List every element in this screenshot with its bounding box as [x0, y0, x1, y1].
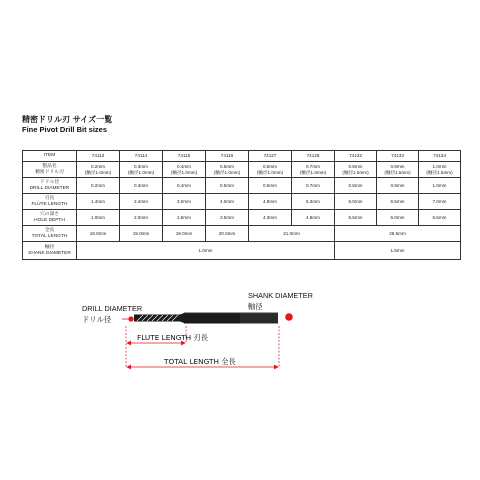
drill-diameter-cell: 0.2mm	[77, 178, 120, 194]
row-header: ドリル径 DRILL DIAMETER	[23, 178, 77, 194]
flute-length-cell: 1.4mm	[77, 194, 120, 210]
item-number: 74115	[163, 151, 206, 162]
item-number: 74128	[292, 151, 335, 162]
item-number: 74114	[120, 151, 163, 162]
total-length-cell: 20.0mm	[206, 226, 249, 242]
total-length-cell: 26.5mm	[335, 226, 461, 242]
hole-depth-cell: 4.3mm	[249, 210, 292, 226]
item-number: 74116	[206, 151, 249, 162]
flute-length-cell: 3.0mm	[163, 194, 206, 210]
hole-depth-cell: 6.5mm	[419, 210, 461, 226]
hole-depth-cell: 1.0mm	[77, 210, 120, 226]
drill-diameter-cell: 0.6mm	[249, 178, 292, 194]
row-header: 製品名 精密ドリル刃	[23, 162, 77, 178]
hole-depth-cell: 4.8mm	[292, 210, 335, 226]
hole-depth-cell: 6.0mm	[377, 210, 419, 226]
product-name-cell: 1.0mm (軸径1.5mm)	[419, 162, 461, 178]
drill-diameter-cell: 0.9mm	[377, 178, 419, 194]
hole-depth-cell: 2.5mm	[163, 210, 206, 226]
flute-length-cell: 7.0mm	[419, 194, 461, 210]
drill-diameter-cell: 0.8mm	[335, 178, 377, 194]
shank-diameter-marker	[285, 313, 293, 321]
item-number: 74113	[77, 151, 120, 162]
product-name-cell: 0.5mm (軸径1.0mm)	[206, 162, 249, 178]
product-name-cell: 0.2mm (軸径1.0mm)	[77, 162, 120, 178]
shank-diameter-cell: 1.5mm	[335, 242, 461, 260]
drill-diameter-marker	[128, 316, 133, 321]
flute-length-cell: 2.4mm	[120, 194, 163, 210]
shank-diameter-label-en: SHANK DIAMETER	[248, 291, 313, 300]
item-header: ITEM	[23, 151, 77, 162]
shank-diameter-cell: 1.0mm	[77, 242, 335, 260]
drill-diameter-cell: 0.5mm	[206, 178, 249, 194]
row-header: 穴の深さ HOLE DEPTH	[23, 210, 77, 226]
product-name-cell: 0.4mm (軸径1.0mm)	[163, 162, 206, 178]
item-number: 74127	[249, 151, 292, 162]
total-length-cell: 19.0mm	[120, 226, 163, 242]
page-title-jp: 精密ドリル刃 サイズ一覧	[22, 115, 113, 124]
total-length-label: TOTAL LENGTH 全長	[164, 357, 236, 366]
product-name-cell: 0.9mm (軸径1.5mm)	[377, 162, 419, 178]
drill-diameter-cell: 0.4mm	[163, 178, 206, 194]
drill-bit-icon	[134, 313, 278, 324]
drill-diameter-cell: 1.0mm	[419, 178, 461, 194]
product-name-cell: 0.3mm (軸径1.0mm)	[120, 162, 163, 178]
flute-length-cell: 4.0mm	[206, 194, 249, 210]
flute-length-cell: 6.5mm	[377, 194, 419, 210]
hole-depth-cell: 2.0mm	[120, 210, 163, 226]
product-name-cell: 0.8mm (軸径1.5mm)	[335, 162, 377, 178]
total-length-cell: 21.0mm	[249, 226, 335, 242]
total-length-cell: 19.0mm	[77, 226, 120, 242]
item-number: 74134	[419, 151, 461, 162]
product-name-cell: 0.6mm (軸径1.0mm)	[249, 162, 292, 178]
product-name-cell: 0.7mm (軸径1.0mm)	[292, 162, 335, 178]
shank-diameter-label-jp: 軸径	[248, 302, 263, 311]
item-number: 74133	[377, 151, 419, 162]
drill-diameter-cell: 0.7mm	[292, 178, 335, 194]
total-length-cell: 19.0mm	[163, 226, 206, 242]
page-title-en: Fine Pivot Drill Bit sizes	[22, 125, 108, 134]
drill-diameter-cell: 0.3mm	[120, 178, 163, 194]
hole-depth-cell: 5.5mm	[335, 210, 377, 226]
hole-depth-cell: 3.5mm	[206, 210, 249, 226]
flute-length-cell: 4.8mm	[249, 194, 292, 210]
row-header: 刃長 FLUTE LENGTH	[23, 194, 77, 210]
drill-diameter-label-jp: ドリル径	[82, 315, 112, 324]
flute-length-label: FLUTE LENGTH 刃長	[137, 333, 209, 342]
drill-diameter-label-en: DRILL DIAMETER	[82, 304, 143, 313]
flute-length-cell: 5.3mm	[292, 194, 335, 210]
flute-length-cell: 6.0mm	[335, 194, 377, 210]
row-header: 軸径 SHANK DIAMETER	[23, 242, 77, 260]
row-header: 全長 TOTAL LENGTH	[23, 226, 77, 242]
item-number: 74132	[335, 151, 377, 162]
